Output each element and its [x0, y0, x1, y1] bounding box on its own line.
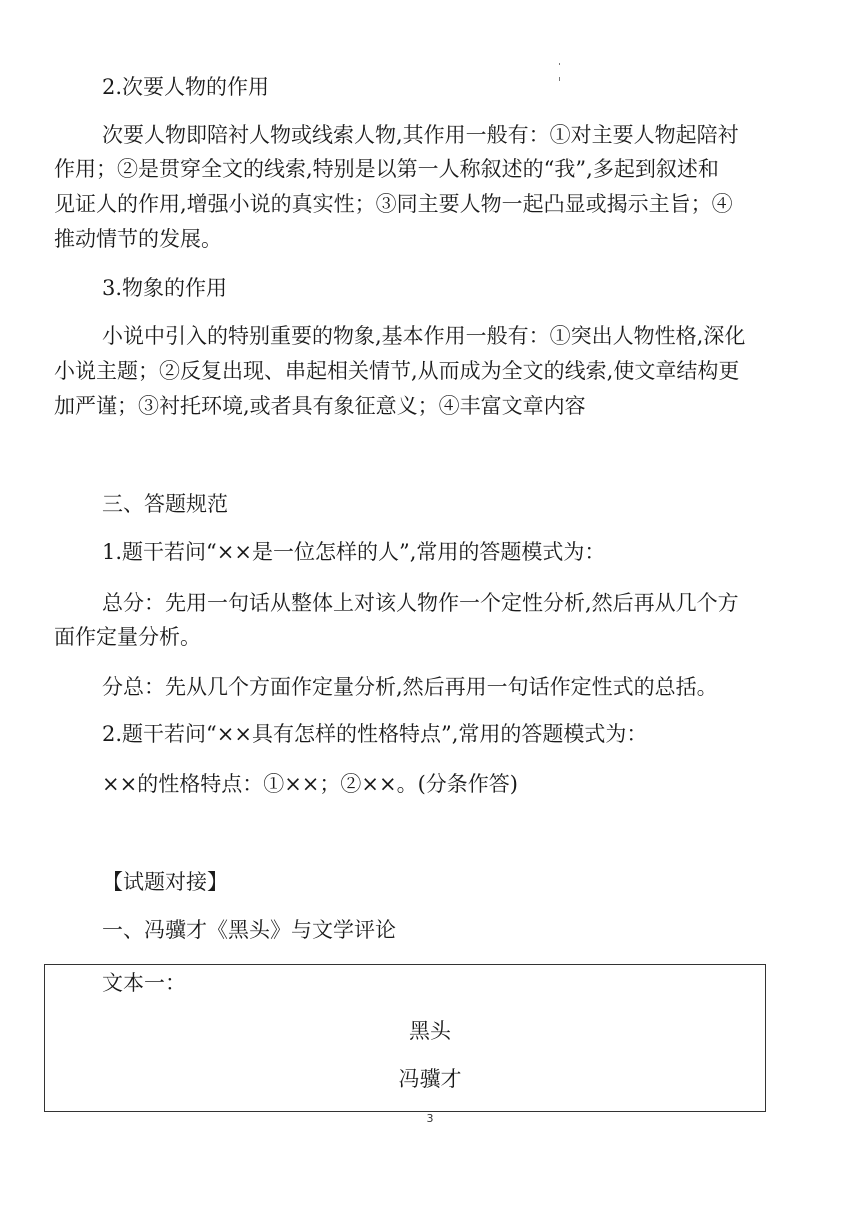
- question-pattern-2: 2.题干若问“××具有怎样的性格特点”,常用的答题模式为：: [102, 722, 648, 746]
- paragraph-line: 总分：先用一句话从整体上对该人物作一个定性分析,然后再从几个方: [102, 591, 739, 615]
- paragraph-line: 小说主题；②反复出现、串起相关情节,从而成为全文的线索,使文章结构更: [54, 359, 740, 383]
- paragraph-line: 见证人的作用,增强小说的真实性；③同主要人物一起凸显或揭示主旨；④: [54, 192, 733, 216]
- practice-item-title: 一、冯骥才《黑头》与文学评论: [102, 918, 396, 942]
- story-title: 黑头: [409, 1019, 451, 1043]
- page-number: 3: [426, 1112, 434, 1125]
- paragraph-line: 面作定量分析。: [54, 625, 201, 649]
- answer-template: ××的性格特点：①××；②××。(分条作答): [102, 772, 518, 796]
- paragraph-line: 加严谨；③衬托环境,或者具有象征意义；④丰富文章内容: [54, 394, 586, 418]
- paragraph-line: 作用；②是贯穿全文的线索,特别是以第一人称叙述的“我”,多起到叙述和: [54, 157, 719, 181]
- paragraph-line: 小说中引入的特别重要的物象,基本作用一般有：①突出人物性格,深化: [102, 324, 746, 348]
- section-heading-objects: 3.物象的作用: [102, 276, 228, 300]
- paragraph-line: 次要人物即陪衬人物或线索人物,其作用一般有：①对主要人物起陪衬: [102, 123, 739, 147]
- section-heading-answer-norms: 三、答题规范: [102, 492, 228, 516]
- paragraph-line: 推动情节的发展。: [54, 227, 222, 251]
- scan-mark: [559, 77, 560, 81]
- practice-heading: 【试题对接】: [102, 870, 228, 894]
- textbox-label: 文本一：: [102, 971, 186, 995]
- question-pattern-1: 1.题干若问“××是一位怎样的人”,常用的答题模式为：: [102, 540, 606, 564]
- section-heading-secondary-characters: 2.次要人物的作用: [102, 75, 270, 99]
- paragraph-line: 分总：先从几个方面作定量分析,然后再用一句话作定性式的总括。: [102, 675, 718, 699]
- scan-mark: [559, 63, 560, 65]
- story-author: 冯骥才: [398, 1067, 462, 1091]
